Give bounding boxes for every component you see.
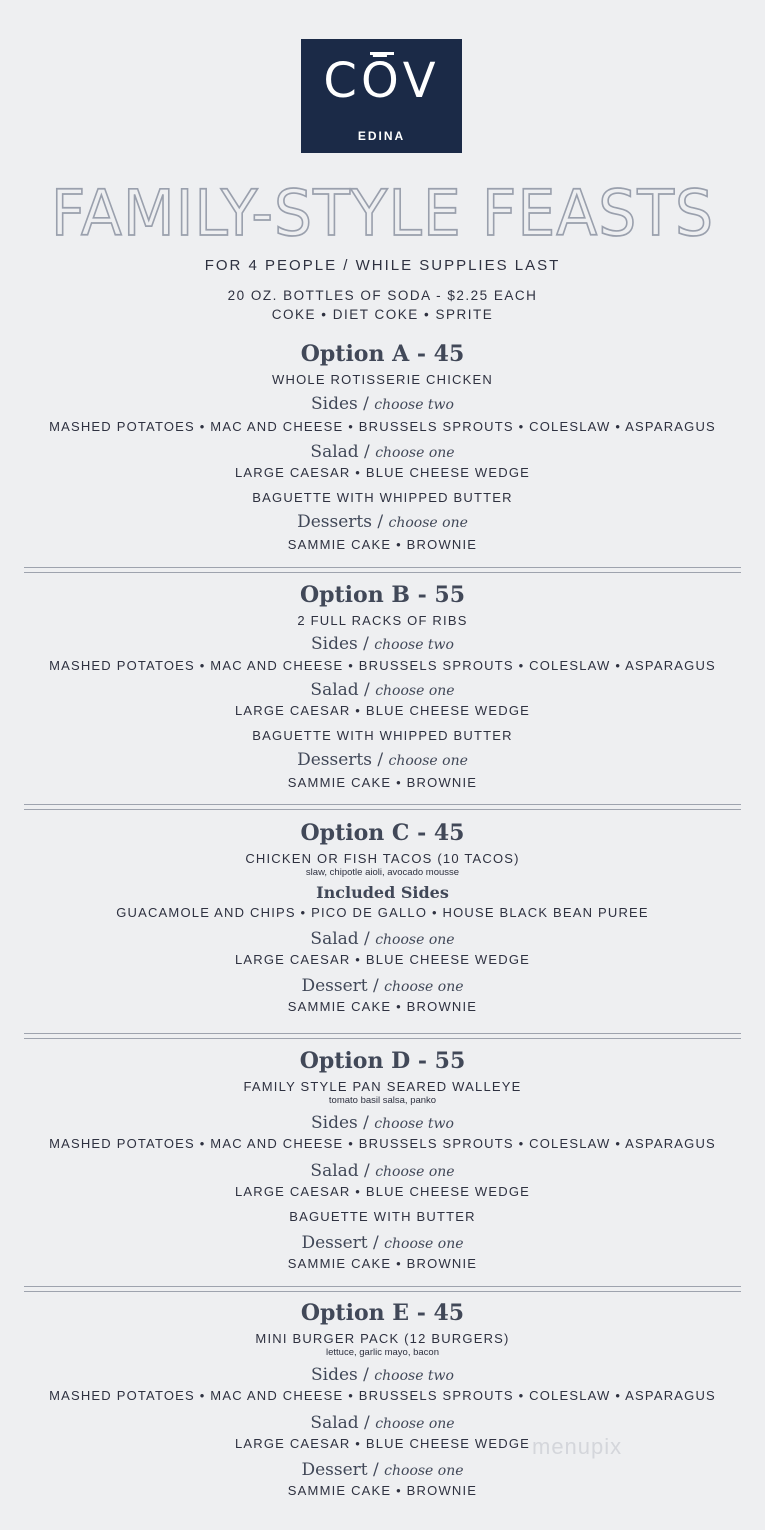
- section-divider: [24, 1286, 741, 1292]
- salad-list: LARGE CAESAR • BLUE CHEESE WEDGE: [234, 952, 531, 967]
- dessert-note: choose one: [384, 979, 464, 995]
- section-divider: [24, 567, 741, 573]
- logo-wordmark: CŌV: [323, 53, 440, 109]
- soda-price: 20 OZ. BOTTLES OF SODA - $2.25 EACH: [227, 288, 538, 303]
- soda-flavors: COKE • DIET COKE • SPRITE: [271, 307, 494, 322]
- dessert-list: SAMMIE CAKE • BROWNIE: [287, 775, 478, 790]
- option-title: Option B - 55: [299, 582, 466, 608]
- dessert-label: Desserts /: [297, 512, 384, 532]
- salad-heading: [0, 927, 765, 952]
- dessert-heading: [0, 1231, 765, 1256]
- dessert-label: Desserts /: [297, 750, 384, 770]
- sides-note: choose two: [374, 637, 454, 653]
- sides-list: MASHED POTATOES • MAC AND CHEESE • BRUSSELS SPROUTS • COLESLAW • ASPARAGUS: [49, 419, 716, 434]
- logo-location: EDINA: [357, 129, 406, 143]
- salad-list: LARGE CAESAR • BLUE CHEESE WEDGE: [234, 703, 531, 718]
- option-b-section: [0, 580, 765, 791]
- option-title: Option E - 45: [300, 1300, 465, 1326]
- salad-list: LARGE CAESAR • BLUE CHEESE WEDGE: [234, 465, 531, 480]
- salad-label: Salad /: [310, 1161, 370, 1181]
- main-dish-description: tomato basil salsa, panko: [328, 1095, 437, 1106]
- dessert-note: choose one: [388, 515, 468, 531]
- main-dish: FAMILY STYLE PAN SEARED WALLEYE: [243, 1079, 522, 1094]
- bread-item: BAGUETTE WITH WHIPPED BUTTER: [252, 728, 513, 743]
- salad-note: choose one: [375, 1164, 455, 1180]
- salad-heading: [0, 440, 765, 465]
- page-title: FAMILY-STYLE FEASTS: [50, 177, 715, 251]
- section-divider: [24, 804, 741, 810]
- dessert-list: SAMMIE CAKE • BROWNIE: [287, 537, 478, 552]
- watermark: menupix: [532, 1434, 623, 1459]
- sides-heading: [0, 1363, 765, 1388]
- dessert-label: Dessert /: [301, 976, 379, 996]
- sides-list: GUACAMOLE AND CHIPS • PICO DE GALLO • HOUSE BLACK BEAN PUREE: [116, 905, 649, 920]
- sides-list: MASHED POTATOES • MAC AND CHEESE • BRUSSELS SPROUTS • COLESLAW • ASPARAGUS: [49, 1136, 716, 1151]
- sides-label: Sides /: [311, 1365, 369, 1385]
- dessert-label: Dessert /: [301, 1233, 379, 1253]
- sides-label: Sides /: [311, 394, 369, 414]
- page-subtitle: FOR 4 PEOPLE / WHILE SUPPLIES LAST: [204, 257, 561, 274]
- sides-note: choose two: [374, 397, 454, 413]
- salad-note: choose one: [375, 932, 455, 948]
- dessert-note: choose one: [388, 753, 468, 769]
- option-a-section: [0, 339, 765, 553]
- sides-heading: [0, 392, 765, 417]
- option-title: Option D - 55: [299, 1048, 466, 1074]
- sides-list: MASHED POTATOES • MAC AND CHEESE • BRUSSELS SPROUTS • COLESLAW • ASPARAGUS: [49, 658, 716, 673]
- sides-label: Sides /: [311, 1113, 369, 1133]
- bread-item: BAGUETTE WITH BUTTER: [289, 1209, 476, 1224]
- dessert-list: SAMMIE CAKE • BROWNIE: [287, 1483, 478, 1498]
- sides-note: choose two: [374, 1368, 454, 1384]
- salad-label: Salad /: [310, 680, 370, 700]
- dessert-list: SAMMIE CAKE • BROWNIE: [287, 1256, 478, 1271]
- main-dish: 2 FULL RACKS OF RIBS: [297, 613, 468, 628]
- salad-label: Salad /: [310, 929, 370, 949]
- soda-info: [0, 286, 765, 324]
- salad-heading: [0, 1411, 765, 1436]
- sides-list: MASHED POTATOES • MAC AND CHEESE • BRUSSELS SPROUTS • COLESLAW • ASPARAGUS: [49, 1388, 716, 1403]
- salad-note: choose one: [375, 1416, 455, 1432]
- main-dish: CHICKEN OR FISH TACOS (10 TACOS): [245, 851, 520, 866]
- salad-label: Salad /: [310, 1413, 370, 1433]
- option-title: Option C - 45: [300, 820, 465, 846]
- dessert-heading: [0, 510, 765, 535]
- dessert-label: Dessert /: [301, 1460, 379, 1480]
- dessert-heading: [0, 974, 765, 999]
- salad-list: LARGE CAESAR • BLUE CHEESE WEDGE: [234, 1436, 531, 1451]
- salad-note: choose one: [375, 445, 455, 461]
- option-title: Option A - 45: [300, 341, 465, 367]
- logo: [301, 39, 462, 153]
- sides-label: Sides /: [311, 634, 369, 654]
- option-c-section: [0, 818, 765, 1015]
- included-sides-heading: Included Sides: [316, 883, 449, 902]
- salad-heading: [0, 678, 765, 703]
- sides-heading: [0, 1111, 765, 1136]
- salad-list: LARGE CAESAR • BLUE CHEESE WEDGE: [234, 1184, 531, 1199]
- dessert-heading: [0, 1458, 765, 1483]
- main-dish: WHOLE ROTISSERIE CHICKEN: [272, 372, 493, 387]
- dessert-note: choose one: [384, 1236, 464, 1252]
- salad-heading: [0, 1159, 765, 1184]
- section-divider: [24, 1033, 741, 1039]
- bread-item: BAGUETTE WITH WHIPPED BUTTER: [252, 490, 513, 505]
- dessert-list: SAMMIE CAKE • BROWNIE: [287, 999, 478, 1014]
- main-dish: MINI BURGER PACK (12 BURGERS): [255, 1331, 510, 1346]
- sides-heading: [0, 632, 765, 657]
- main-dish-description: slaw, chipotle aioli, avocado mousse: [305, 867, 460, 878]
- salad-label: Salad /: [310, 442, 370, 462]
- salad-note: choose one: [375, 683, 455, 699]
- option-d-section: [0, 1046, 765, 1272]
- option-e-section: [0, 1298, 765, 1499]
- main-dish-description: lettuce, garlic mayo, bacon: [325, 1347, 439, 1358]
- dessert-note: choose one: [384, 1463, 464, 1479]
- sides-note: choose two: [374, 1116, 454, 1132]
- dessert-heading: [0, 748, 765, 773]
